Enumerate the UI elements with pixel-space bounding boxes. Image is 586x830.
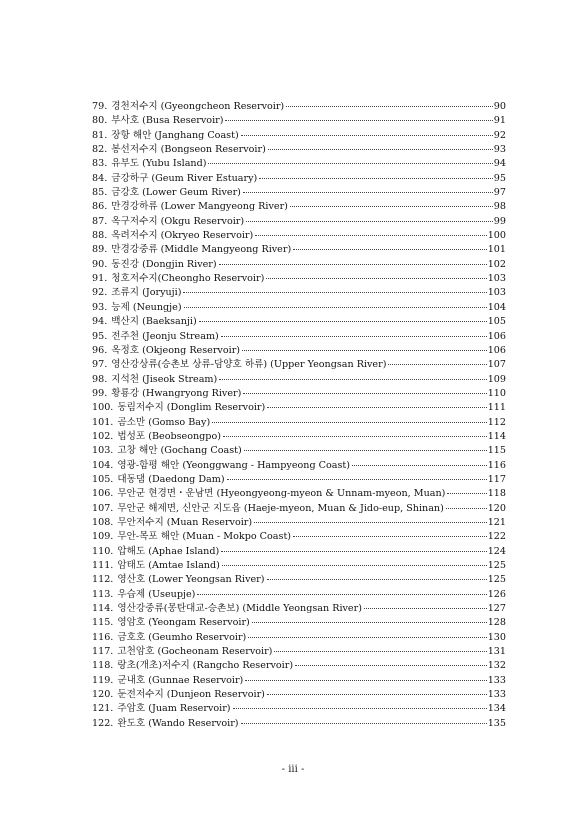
toc-entry-number: 116. [92, 631, 114, 643]
toc-entry-number: 86. [92, 201, 108, 213]
toc-entry[interactable] [92, 401, 506, 415]
toc-entry-number: 117. [92, 646, 114, 658]
toc-entry-title: 옥구저수지 (Okgu Reservoir) [111, 215, 245, 227]
toc-entry-number: 85. [92, 187, 108, 199]
dot-leader [364, 608, 487, 609]
toc-entry[interactable] [92, 129, 506, 143]
toc-entry-number: 114. [92, 603, 114, 615]
dot-leader [290, 206, 493, 207]
toc-entry-page-number: 133 [487, 689, 506, 701]
toc-entry-title: 장항 해안 (Janghang Coast) [111, 129, 239, 141]
toc-entry[interactable] [92, 631, 506, 645]
toc-entry[interactable] [92, 229, 506, 243]
toc-entry-number: 83. [92, 158, 108, 170]
dot-leader [245, 680, 486, 681]
toc-entry-page-number: 110 [487, 387, 506, 399]
toc-entry-title: 청호저수지(Cheongho Reservoir) [111, 273, 265, 285]
toc-entry-page-number: 134 [487, 703, 506, 715]
toc-entry[interactable] [92, 430, 506, 444]
toc-entry[interactable] [92, 358, 506, 372]
toc-entry-title: 영암호 (Yeongam Reservoir) [117, 617, 250, 629]
toc-entry-number: 118. [92, 660, 114, 672]
toc-entry-title: 우습제 (Useupje) [117, 588, 196, 600]
toc-entry-title: 옥려저수지 (Okryeo Reservoir) [111, 230, 254, 242]
dot-leader [227, 479, 487, 480]
toc-entry-title: 대동댐 (Daedong Dam) [117, 473, 225, 485]
toc-entry-title: 영산호 (Lower Yeongsan River) [117, 574, 265, 586]
toc-entry[interactable] [92, 616, 506, 630]
toc-entry-page-number: 128 [487, 617, 506, 629]
toc-entry-number: 119. [92, 674, 114, 686]
toc-entry-page-number: 105 [487, 316, 506, 328]
toc-entry-title: 금강하구 (Geum River Estuary) [111, 172, 258, 184]
dot-leader [219, 264, 487, 265]
dot-leader [223, 436, 487, 437]
toc-entry[interactable] [92, 258, 506, 272]
toc-entry[interactable] [92, 559, 506, 573]
dot-leader [221, 336, 487, 337]
toc-entry-number: 102. [92, 430, 114, 442]
toc-entry-page-number: 117 [487, 473, 506, 485]
toc-entry[interactable] [92, 588, 506, 602]
toc-entry-number: 111. [92, 560, 114, 571]
toc-entry-number: 96. [92, 344, 108, 356]
toc-entry-page-number: 124 [487, 545, 506, 557]
toc-entry-title: 만경강하류 (Lower Mangyeong River) [111, 201, 288, 213]
dot-leader [255, 235, 486, 236]
toc-entry-page-number: 106 [487, 344, 506, 356]
toc-entry[interactable] [92, 502, 506, 516]
toc-entry-number: 103. [92, 445, 114, 457]
toc-entry[interactable] [92, 186, 506, 200]
dot-leader [293, 536, 487, 537]
toc-entry-title: 군내호 (Gunnae Reservoir) [117, 674, 244, 686]
toc-entry-number: 113. [92, 588, 114, 600]
toc-entry-number: 82. [92, 144, 108, 156]
toc-entry-page-number: 122 [487, 531, 506, 543]
toc-entry-number: 120. [92, 689, 114, 701]
toc-entry[interactable] [92, 444, 506, 458]
toc-entry-number: 92. [92, 287, 108, 299]
dot-leader [199, 321, 487, 322]
toc-entry[interactable] [92, 416, 506, 430]
toc-entry[interactable] [92, 573, 506, 587]
dot-leader [197, 594, 486, 595]
dot-leader [274, 651, 486, 652]
toc-entry[interactable] [92, 516, 506, 530]
toc-entry-number: 106. [92, 488, 114, 500]
toc-entry-number: 101. [92, 416, 114, 428]
toc-entry-title: 랑초(개초)저수지 (Rangcho Reservoir) [117, 660, 294, 672]
dot-leader [225, 120, 492, 121]
toc-entry-page-number: 114 [487, 430, 506, 442]
toc-entry-title: 조류지 (Joryuji) [111, 287, 182, 299]
toc-entry-title: 무안저수지 (Muan Reservoir) [117, 516, 253, 528]
toc-entry[interactable] [92, 659, 506, 673]
toc-entry-title: 옥정호 (Okjeong Reservoir) [111, 344, 241, 356]
toc-entry-title: 부사호 (Busa Reservoir) [111, 115, 224, 127]
toc-entry[interactable] [92, 215, 506, 229]
toc-entry-page-number: 103 [487, 273, 506, 285]
toc-entry[interactable] [92, 200, 506, 214]
dot-leader [446, 508, 487, 509]
toc-entry-title: 고창 해안 (Gochang Coast) [117, 445, 242, 457]
toc-entry-number: 107. [92, 502, 114, 514]
toc-entry-page-number: 94 [493, 158, 506, 170]
toc-entry-number: 122. [92, 717, 114, 729]
toc-entry-title: 주암호 (Juam Reservoir) [117, 703, 231, 715]
toc-entry[interactable] [92, 459, 506, 473]
toc-entry-title: 법성포 (Beobseongpo) [117, 430, 221, 442]
dot-leader [241, 723, 487, 724]
toc-entry-title: 영산강중류(몽탄대교-승촌보) (Middle Yeongsan River) [117, 603, 362, 615]
toc-entry-page-number: 98 [493, 201, 506, 213]
toc-entry-number: 100. [92, 402, 114, 414]
toc-entry[interactable] [92, 286, 506, 300]
dot-leader [267, 579, 487, 580]
dot-leader [286, 106, 493, 107]
toc-entry-page-number: 90 [493, 101, 506, 112]
toc-entry-title: 고천암호 (Gocheonam Reservoir) [117, 646, 273, 658]
toc-entry-number: 112. [92, 574, 114, 586]
toc-entry-page-number: 107 [487, 359, 506, 371]
toc-entry[interactable] [92, 172, 506, 186]
dot-leader [254, 522, 487, 523]
toc-entry[interactable] [92, 157, 506, 171]
toc-entry-page-number: 133 [487, 674, 506, 686]
table-of-contents [92, 100, 506, 731]
toc-entry-number: 81. [92, 129, 108, 141]
toc-entry-title: 무안군 해제면, 신안군 지도읍 (Haeje-myeon, Muan & Jido-eup, Shinan) [117, 502, 444, 514]
toc-entry-title: 금강호 (Lower Geum River) [111, 187, 241, 199]
toc-entry-page-number: 125 [487, 560, 506, 571]
dot-leader [184, 307, 487, 308]
toc-entry[interactable] [92, 688, 506, 702]
toc-entry[interactable] [92, 645, 506, 659]
toc-entry[interactable] [92, 301, 506, 315]
toc-entry[interactable] [92, 674, 506, 688]
dot-leader [268, 149, 493, 150]
dot-leader [267, 407, 486, 408]
toc-entry-title: 황룡강 (Hwangryong River) [111, 387, 242, 399]
toc-entry-page-number: 112 [487, 416, 506, 428]
toc-entry-number: 98. [92, 373, 108, 385]
toc-entry-page-number: 97 [493, 187, 506, 199]
toc-entry-page-number: 118 [487, 488, 506, 500]
dot-leader [447, 493, 486, 494]
dot-leader [233, 708, 487, 709]
toc-entry-title: 전주천 (Jeonju Stream) [111, 330, 219, 342]
toc-entry-title: 영광-함평 해안 (Yeonggwang - Hampyeong Coast) [117, 459, 350, 471]
toc-entry-title: 동림저수지 (Donglim Reservoir) [117, 402, 266, 414]
dot-leader [183, 292, 486, 293]
toc-entry[interactable] [92, 602, 506, 616]
toc-entry-title: 금호호 (Geumho Reservoir) [117, 631, 247, 643]
toc-entry-number: 99. [92, 387, 108, 399]
toc-entry-number: 94. [92, 316, 108, 328]
toc-entry-page-number: 111 [487, 402, 506, 414]
toc-entry-number: 91. [92, 273, 108, 285]
page-number-footer: - iii - [281, 764, 305, 775]
toc-entry-number: 93. [92, 301, 108, 313]
dot-leader [243, 393, 486, 394]
toc-entry-page-number: 115 [487, 445, 506, 457]
toc-entry-number: 90. [92, 258, 108, 270]
dot-leader [388, 364, 486, 365]
dot-leader [241, 135, 493, 136]
toc-entry[interactable] [92, 487, 506, 501]
toc-entry[interactable] [92, 243, 506, 257]
dot-leader [293, 249, 486, 250]
toc-entry-number: 84. [92, 172, 108, 184]
toc-entry-page-number: 120 [487, 502, 506, 514]
toc-entry[interactable] [92, 717, 506, 731]
toc-entry-title: 경천저수지 (Gyeongcheon Reservoir) [111, 101, 285, 112]
toc-entry[interactable] [92, 530, 506, 544]
toc-entry-number: 115. [92, 617, 114, 629]
dot-leader [352, 465, 487, 466]
toc-entry[interactable] [92, 373, 506, 387]
toc-entry-number: 88. [92, 230, 108, 242]
toc-entry-title: 곰소만 (Gomso Bay) [117, 416, 211, 428]
dot-leader [212, 422, 486, 423]
toc-entry-number: 121. [92, 703, 114, 715]
toc-entry[interactable] [92, 315, 506, 329]
toc-entry-page-number: 127 [487, 603, 506, 615]
toc-entry-number: 105. [92, 473, 114, 485]
dot-leader [295, 665, 487, 666]
toc-entry-title: 백산지 (Baeksanji) [111, 316, 197, 328]
toc-entry-page-number: 109 [487, 373, 506, 385]
toc-entry-page-number: 92 [493, 129, 506, 141]
toc-entry-page-number: 116 [487, 459, 506, 471]
toc-entry[interactable] [92, 702, 506, 716]
toc-entry-page-number: 126 [487, 588, 506, 600]
toc-entry-page-number: 99 [493, 215, 506, 227]
dot-leader [252, 622, 487, 623]
toc-entry-title: 무안군 현경면・운남면 (Hyeongyeong-myeon & Unnam-myeon, Muan) [117, 488, 446, 500]
toc-entry-number: 104. [92, 459, 114, 471]
toc-entry[interactable] [92, 473, 506, 487]
toc-entry-number: 97. [92, 359, 108, 371]
toc-entry-title: 지석천 (Jiseok Stream) [111, 373, 218, 385]
toc-entry-page-number: 102 [487, 258, 506, 270]
toc-entry-page-number: 131 [487, 646, 506, 658]
toc-entry-number: 95. [92, 330, 108, 342]
toc-entry-page-number: 95 [493, 172, 506, 184]
toc-entry-number: 108. [92, 516, 114, 528]
toc-entry[interactable] [92, 330, 506, 344]
toc-entry-page-number: 104 [487, 301, 506, 313]
toc-entry-page-number: 103 [487, 287, 506, 299]
toc-entry-page-number: 132 [487, 660, 506, 672]
toc-entry-page-number: 125 [487, 574, 506, 586]
toc-entry[interactable] [92, 100, 506, 114]
toc-entry-page-number: 130 [487, 631, 506, 643]
toc-entry-page-number: 101 [487, 244, 506, 256]
toc-entry-number: 80. [92, 115, 108, 127]
dot-leader [242, 350, 487, 351]
toc-entry[interactable] [92, 114, 506, 128]
toc-entry-title: 능제 (Neungje) [111, 301, 182, 313]
toc-entry[interactable] [92, 387, 506, 401]
dot-leader [267, 694, 487, 695]
toc-entry[interactable] [92, 272, 506, 286]
toc-entry-page-number: 121 [487, 516, 506, 528]
toc-entry-title: 봉선저수지 (Bongseon Reservoir) [111, 144, 266, 156]
dot-leader [259, 178, 493, 179]
dot-leader [246, 221, 493, 222]
dot-leader [208, 163, 492, 164]
dot-leader [266, 278, 486, 279]
toc-entry-title: 둔전저수지 (Dunjeon Reservoir) [117, 689, 265, 701]
toc-entry-title: 암태도 (Amtae Island) [117, 560, 220, 571]
toc-entry-page-number: 100 [487, 230, 506, 242]
toc-entry[interactable] [92, 344, 506, 358]
toc-entry-title: 유부도 (Yubu Island) [111, 158, 207, 170]
toc-entry-title: 완도호 (Wando Reservoir) [117, 717, 239, 729]
toc-entry-title: 영산강상류(승촌보 상류-담양호 하류) (Upper Yeongsan River) [111, 359, 387, 371]
toc-entry-page-number: 91 [493, 115, 506, 127]
toc-entry-title: 압해도 (Aphae Island) [117, 545, 220, 557]
dot-leader [244, 450, 487, 451]
dot-leader [221, 551, 486, 552]
dot-leader [222, 565, 487, 566]
dot-leader [248, 637, 486, 638]
toc-entry-page-number: 106 [487, 330, 506, 342]
toc-entry[interactable] [92, 143, 506, 157]
toc-entry-number: 109. [92, 531, 114, 543]
toc-entry-title: 만경강중류 (Middle Mangyeong River) [111, 244, 292, 256]
toc-entry-number: 87. [92, 215, 108, 227]
toc-entry-number: 89. [92, 244, 108, 256]
toc-entry-number: 110. [92, 545, 114, 557]
toc-entry-title: 무안-목포 해안 (Muan - Mokpo Coast) [117, 531, 292, 543]
dot-leader [219, 379, 486, 380]
dot-leader [243, 192, 493, 193]
toc-entry[interactable] [92, 545, 506, 559]
toc-entry-number: 79. [92, 101, 108, 112]
toc-entry-page-number: 135 [487, 717, 506, 729]
toc-entry-page-number: 93 [493, 144, 506, 156]
toc-entry-title: 동진강 (Dongjin River) [111, 258, 217, 270]
